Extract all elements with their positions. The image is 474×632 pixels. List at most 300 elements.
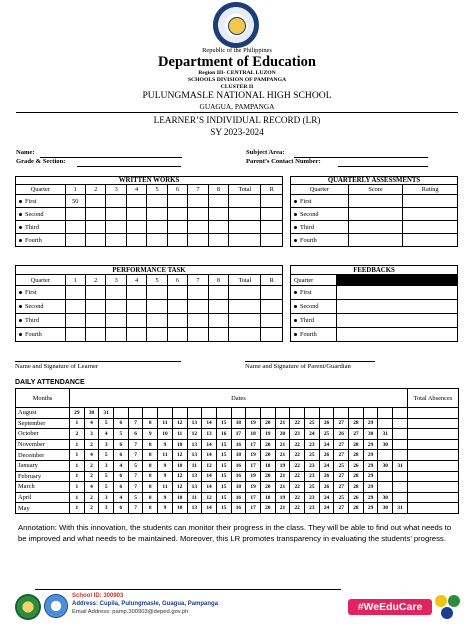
attendance-date-cell[interactable]: 5: [114, 429, 129, 440]
attendance-date-cell[interactable]: 21: [275, 450, 290, 461]
attendance-date-cell[interactable]: 28: [349, 503, 364, 514]
learner-signature-line[interactable]: [15, 361, 181, 362]
pt-cell[interactable]: [229, 314, 261, 328]
attendance-date-cell[interactable]: 29: [363, 418, 378, 429]
attendance-date-cell[interactable]: 11: [158, 482, 173, 493]
attendance-date-cell[interactable]: 15: [216, 482, 231, 493]
attendance-date-cell[interactable]: 13: [187, 450, 202, 461]
attendance-date-cell[interactable]: 26: [319, 471, 334, 482]
attendance-date-cell[interactable]: [172, 408, 187, 419]
attendance-date-cell[interactable]: 5: [99, 450, 114, 461]
attendance-date-cell[interactable]: 10: [172, 460, 187, 471]
attendance-date-cell[interactable]: 4: [84, 482, 99, 493]
attendance-date-cell[interactable]: 20: [260, 450, 275, 461]
attendance-date-cell[interactable]: 30: [378, 439, 393, 450]
pt-cell[interactable]: [208, 286, 228, 300]
attendance-date-cell[interactable]: 1: [70, 503, 85, 514]
ww-cell[interactable]: [229, 208, 261, 221]
attendance-date-cell[interactable]: 26: [319, 450, 334, 461]
ww-cell[interactable]: [106, 234, 126, 247]
attendance-date-cell[interactable]: 30: [378, 492, 393, 503]
attendance-date-cell[interactable]: [378, 482, 393, 493]
attendance-date-cell[interactable]: 26: [349, 460, 364, 471]
pt-cell[interactable]: [65, 300, 85, 314]
fb-cell[interactable]: [336, 300, 457, 314]
attendance-date-cell[interactable]: 6: [114, 503, 129, 514]
ww-cell[interactable]: [167, 234, 187, 247]
attendance-date-cell[interactable]: 28: [349, 418, 364, 429]
attendance-date-cell[interactable]: 29: [70, 408, 85, 419]
attendance-date-cell[interactable]: 29: [363, 503, 378, 514]
attendance-date-cell[interactable]: 17: [246, 492, 261, 503]
attendance-date-cell[interactable]: 7: [128, 503, 143, 514]
ww-cell[interactable]: [106, 208, 126, 221]
attendance-date-cell[interactable]: 27: [334, 482, 349, 493]
ww-cell[interactable]: [208, 221, 228, 234]
qa-cell[interactable]: [403, 234, 458, 247]
ww-cell[interactable]: [208, 234, 228, 247]
attendance-date-cell[interactable]: 29: [363, 460, 378, 471]
attendance-date-cell[interactable]: 26: [319, 482, 334, 493]
attendance-date-cell[interactable]: 20: [260, 503, 275, 514]
attendance-date-cell[interactable]: 18: [231, 482, 246, 493]
attendance-date-cell[interactable]: [158, 408, 173, 419]
attendance-date-cell[interactable]: [378, 471, 393, 482]
attendance-date-cell[interactable]: 13: [187, 503, 202, 514]
attendance-total-cell[interactable]: [407, 471, 458, 482]
attendance-date-cell[interactable]: [319, 408, 334, 419]
qa-cell[interactable]: [348, 221, 403, 234]
attendance-date-cell[interactable]: [305, 408, 320, 419]
attendance-date-cell[interactable]: 9: [158, 503, 173, 514]
ww-cell[interactable]: [261, 208, 283, 221]
attendance-date-cell[interactable]: [393, 439, 408, 450]
attendance-date-cell[interactable]: 13: [187, 482, 202, 493]
ww-cell[interactable]: [85, 195, 105, 208]
ww-cell[interactable]: [188, 221, 208, 234]
pt-cell[interactable]: [188, 286, 208, 300]
attendance-date-cell[interactable]: 25: [305, 418, 320, 429]
parent-signature-line[interactable]: [245, 361, 375, 362]
attendance-date-cell[interactable]: 26: [349, 492, 364, 503]
attendance-date-cell[interactable]: 20: [260, 482, 275, 493]
ww-cell[interactable]: [65, 234, 85, 247]
pt-cell[interactable]: [65, 314, 85, 328]
attendance-date-cell[interactable]: 1: [70, 471, 85, 482]
parent-contact-field[interactable]: [338, 166, 428, 167]
attendance-date-cell[interactable]: 3: [99, 460, 114, 471]
attendance-date-cell[interactable]: 25: [319, 429, 334, 440]
attendance-date-cell[interactable]: [378, 408, 393, 419]
pt-cell[interactable]: [167, 314, 187, 328]
attendance-date-cell[interactable]: 31: [378, 429, 393, 440]
pt-cell[interactable]: [106, 300, 126, 314]
attendance-date-cell[interactable]: 12: [172, 450, 187, 461]
attendance-date-cell[interactable]: 7: [128, 439, 143, 450]
ww-cell[interactable]: [261, 234, 283, 247]
attendance-date-cell[interactable]: 6: [128, 429, 143, 440]
attendance-date-cell[interactable]: 14: [202, 471, 217, 482]
fb-cell[interactable]: [336, 328, 457, 342]
attendance-date-cell[interactable]: 8: [143, 418, 158, 429]
attendance-date-cell[interactable]: 12: [172, 482, 187, 493]
attendance-total-cell[interactable]: [407, 439, 458, 450]
attendance-date-cell[interactable]: 3: [99, 503, 114, 514]
attendance-date-cell[interactable]: 16: [231, 471, 246, 482]
attendance-date-cell[interactable]: 20: [260, 471, 275, 482]
attendance-date-cell[interactable]: 19: [246, 482, 261, 493]
pt-cell[interactable]: [147, 314, 167, 328]
attendance-date-cell[interactable]: 27: [334, 503, 349, 514]
attendance-date-cell[interactable]: 25: [334, 492, 349, 503]
attendance-date-cell[interactable]: [187, 408, 202, 419]
attendance-date-cell[interactable]: 4: [84, 418, 99, 429]
attendance-date-cell[interactable]: [143, 408, 158, 419]
pt-cell[interactable]: [229, 328, 261, 342]
attendance-date-cell[interactable]: 9: [158, 492, 173, 503]
attendance-date-cell[interactable]: 15: [216, 450, 231, 461]
attendance-date-cell[interactable]: 30: [363, 429, 378, 440]
attendance-date-cell[interactable]: 23: [290, 429, 305, 440]
attendance-date-cell[interactable]: 6: [114, 439, 129, 450]
pt-cell[interactable]: [147, 286, 167, 300]
qa-cell[interactable]: [348, 234, 403, 247]
attendance-date-cell[interactable]: [216, 408, 231, 419]
pt-cell[interactable]: [147, 328, 167, 342]
attendance-date-cell[interactable]: 14: [202, 450, 217, 461]
attendance-date-cell[interactable]: 27: [334, 439, 349, 450]
ww-cell[interactable]: [147, 208, 167, 221]
attendance-date-cell[interactable]: 29: [363, 482, 378, 493]
attendance-date-cell[interactable]: 19: [260, 429, 275, 440]
ww-cell[interactable]: [65, 221, 85, 234]
attendance-date-cell[interactable]: 4: [114, 492, 129, 503]
attendance-date-cell[interactable]: 22: [290, 418, 305, 429]
attendance-date-cell[interactable]: 31: [393, 460, 408, 471]
ww-cell[interactable]: [208, 208, 228, 221]
ww-cell[interactable]: [126, 208, 146, 221]
attendance-date-cell[interactable]: 18: [231, 418, 246, 429]
ww-cell[interactable]: [126, 234, 146, 247]
ww-cell[interactable]: [147, 234, 167, 247]
attendance-date-cell[interactable]: 16: [231, 460, 246, 471]
ww-cell[interactable]: [126, 221, 146, 234]
attendance-date-cell[interactable]: [231, 408, 246, 419]
attendance-date-cell[interactable]: 27: [334, 418, 349, 429]
ww-cell[interactable]: [261, 195, 283, 208]
pt-cell[interactable]: [167, 300, 187, 314]
ww-cell[interactable]: [106, 195, 126, 208]
pt-cell[interactable]: [188, 300, 208, 314]
attendance-date-cell[interactable]: [393, 492, 408, 503]
attendance-date-cell[interactable]: 15: [216, 460, 231, 471]
pt-cell[interactable]: [208, 314, 228, 328]
attendance-date-cell[interactable]: 9: [158, 460, 173, 471]
attendance-date-cell[interactable]: 12: [202, 492, 217, 503]
attendance-total-cell[interactable]: [407, 429, 458, 440]
pt-cell[interactable]: [85, 314, 105, 328]
pt-cell[interactable]: [85, 300, 105, 314]
attendance-date-cell[interactable]: 21: [275, 482, 290, 493]
pt-cell[interactable]: [126, 314, 146, 328]
attendance-date-cell[interactable]: 4: [99, 429, 114, 440]
attendance-date-cell[interactable]: 22: [290, 439, 305, 450]
attendance-date-cell[interactable]: [260, 408, 275, 419]
attendance-date-cell[interactable]: 23: [305, 460, 320, 471]
attendance-date-cell[interactable]: 6: [114, 418, 129, 429]
attendance-date-cell[interactable]: 6: [114, 471, 129, 482]
attendance-date-cell[interactable]: 27: [334, 471, 349, 482]
attendance-date-cell[interactable]: 2: [84, 492, 99, 503]
attendance-date-cell[interactable]: 23: [305, 492, 320, 503]
attendance-date-cell[interactable]: 10: [172, 439, 187, 450]
attendance-date-cell[interactable]: 23: [305, 503, 320, 514]
attendance-date-cell[interactable]: 21: [275, 418, 290, 429]
attendance-total-cell[interactable]: [407, 408, 458, 419]
ww-cell[interactable]: [229, 221, 261, 234]
attendance-date-cell[interactable]: 10: [158, 429, 173, 440]
attendance-date-cell[interactable]: 7: [128, 482, 143, 493]
attendance-date-cell[interactable]: 24: [305, 429, 320, 440]
attendance-date-cell[interactable]: 22: [290, 503, 305, 514]
attendance-date-cell[interactable]: 8: [143, 460, 158, 471]
attendance-date-cell[interactable]: [393, 429, 408, 440]
attendance-date-cell[interactable]: 29: [363, 450, 378, 461]
attendance-date-cell[interactable]: 22: [290, 460, 305, 471]
attendance-date-cell[interactable]: 24: [319, 439, 334, 450]
attendance-date-cell[interactable]: 5: [99, 471, 114, 482]
attendance-date-cell[interactable]: 21: [275, 503, 290, 514]
attendance-date-cell[interactable]: 11: [172, 429, 187, 440]
attendance-date-cell[interactable]: 27: [334, 450, 349, 461]
attendance-date-cell[interactable]: 5: [128, 492, 143, 503]
ww-cell[interactable]: [229, 195, 261, 208]
attendance-date-cell[interactable]: 4: [84, 450, 99, 461]
attendance-date-cell[interactable]: [290, 408, 305, 419]
attendance-date-cell[interactable]: [202, 408, 217, 419]
attendance-date-cell[interactable]: 8: [143, 503, 158, 514]
attendance-date-cell[interactable]: 29: [363, 471, 378, 482]
fb-cell[interactable]: [336, 314, 457, 328]
attendance-total-cell[interactable]: [407, 450, 458, 461]
pt-cell[interactable]: [85, 286, 105, 300]
fb-cell[interactable]: [336, 286, 457, 300]
attendance-date-cell[interactable]: 14: [202, 503, 217, 514]
ww-cell[interactable]: [188, 195, 208, 208]
qa-cell[interactable]: [403, 195, 458, 208]
attendance-date-cell[interactable]: 19: [275, 460, 290, 471]
ww-cell[interactable]: [85, 234, 105, 247]
attendance-date-cell[interactable]: 20: [275, 429, 290, 440]
attendance-date-cell[interactable]: 13: [202, 429, 217, 440]
attendance-date-cell[interactable]: 3: [99, 439, 114, 450]
attendance-date-cell[interactable]: 8: [143, 482, 158, 493]
attendance-date-cell[interactable]: 24: [319, 492, 334, 503]
pt-cell[interactable]: [229, 300, 261, 314]
attendance-date-cell[interactable]: 16: [231, 492, 246, 503]
attendance-total-cell[interactable]: [407, 503, 458, 514]
pt-cell[interactable]: [65, 286, 85, 300]
attendance-date-cell[interactable]: 9: [158, 439, 173, 450]
attendance-date-cell[interactable]: 15: [216, 439, 231, 450]
attendance-date-cell[interactable]: 23: [305, 471, 320, 482]
attendance-date-cell[interactable]: 12: [172, 471, 187, 482]
attendance-date-cell[interactable]: 28: [349, 482, 364, 493]
attendance-date-cell[interactable]: 22: [290, 471, 305, 482]
attendance-date-cell[interactable]: 29: [363, 492, 378, 503]
attendance-date-cell[interactable]: [334, 408, 349, 419]
attendance-date-cell[interactable]: [378, 450, 393, 461]
ww-cell[interactable]: [229, 234, 261, 247]
attendance-date-cell[interactable]: 11: [158, 450, 173, 461]
attendance-date-cell[interactable]: 19: [246, 450, 261, 461]
attendance-date-cell[interactable]: 17: [231, 429, 246, 440]
attendance-date-cell[interactable]: 18: [260, 460, 275, 471]
attendance-date-cell[interactable]: 25: [334, 460, 349, 471]
ww-cell[interactable]: [167, 208, 187, 221]
attendance-date-cell[interactable]: 1: [70, 482, 85, 493]
attendance-date-cell[interactable]: 4: [114, 460, 129, 471]
attendance-date-cell[interactable]: 7: [128, 450, 143, 461]
attendance-date-cell[interactable]: 17: [246, 460, 261, 471]
attendance-date-cell[interactable]: 18: [231, 450, 246, 461]
attendance-date-cell[interactable]: 5: [99, 418, 114, 429]
attendance-date-cell[interactable]: 30: [378, 503, 393, 514]
attendance-date-cell[interactable]: [393, 471, 408, 482]
pt-cell[interactable]: [65, 328, 85, 342]
attendance-date-cell[interactable]: 31: [99, 408, 114, 419]
attendance-date-cell[interactable]: [393, 482, 408, 493]
attendance-date-cell[interactable]: 26: [319, 418, 334, 429]
attendance-date-cell[interactable]: 8: [143, 471, 158, 482]
attendance-date-cell[interactable]: 5: [99, 482, 114, 493]
ww-cell[interactable]: [261, 221, 283, 234]
pt-cell[interactable]: [261, 286, 283, 300]
attendance-date-cell[interactable]: [393, 408, 408, 419]
pt-cell[interactable]: [106, 328, 126, 342]
attendance-date-cell[interactable]: 10: [172, 503, 187, 514]
attendance-date-cell[interactable]: [128, 408, 143, 419]
attendance-date-cell[interactable]: 28: [349, 439, 364, 450]
attendance-date-cell[interactable]: 18: [260, 492, 275, 503]
ww-cell[interactable]: 50: [65, 195, 85, 208]
ww-cell[interactable]: [147, 221, 167, 234]
attendance-date-cell[interactable]: 22: [290, 450, 305, 461]
attendance-date-cell[interactable]: 26: [334, 429, 349, 440]
pt-cell[interactable]: [106, 286, 126, 300]
attendance-date-cell[interactable]: 2: [84, 503, 99, 514]
attendance-date-cell[interactable]: [114, 408, 129, 419]
ww-cell[interactable]: [85, 221, 105, 234]
attendance-date-cell[interactable]: 6: [114, 482, 129, 493]
attendance-date-cell[interactable]: [363, 408, 378, 419]
attendance-date-cell[interactable]: 28: [349, 450, 364, 461]
attendance-date-cell[interactable]: 12: [202, 460, 217, 471]
attendance-date-cell[interactable]: 2: [70, 429, 85, 440]
attendance-date-cell[interactable]: 1: [70, 418, 85, 429]
attendance-date-cell[interactable]: 2: [84, 460, 99, 471]
attendance-date-cell[interactable]: 1: [70, 450, 85, 461]
attendance-date-cell[interactable]: 29: [363, 439, 378, 450]
pt-cell[interactable]: [147, 300, 167, 314]
attendance-total-cell[interactable]: [407, 492, 458, 503]
attendance-date-cell[interactable]: 20: [260, 439, 275, 450]
attendance-date-cell[interactable]: 25: [305, 450, 320, 461]
attendance-date-cell[interactable]: 24: [319, 460, 334, 471]
attendance-date-cell[interactable]: 11: [187, 460, 202, 471]
attendance-date-cell[interactable]: 3: [84, 429, 99, 440]
pt-cell[interactable]: [208, 328, 228, 342]
attendance-date-cell[interactable]: 14: [202, 482, 217, 493]
pt-cell[interactable]: [126, 286, 146, 300]
attendance-date-cell[interactable]: 19: [246, 418, 261, 429]
pt-cell[interactable]: [261, 328, 283, 342]
qa-cell[interactable]: [403, 221, 458, 234]
attendance-date-cell[interactable]: 8: [143, 492, 158, 503]
attendance-date-cell[interactable]: [275, 408, 290, 419]
qa-cell[interactable]: [348, 208, 403, 221]
pt-cell[interactable]: [85, 328, 105, 342]
attendance-date-cell[interactable]: 1: [70, 460, 85, 471]
attendance-date-cell[interactable]: 11: [158, 418, 173, 429]
pt-cell[interactable]: [188, 328, 208, 342]
attendance-date-cell[interactable]: 31: [393, 503, 408, 514]
attendance-date-cell[interactable]: [393, 450, 408, 461]
pt-cell[interactable]: [261, 300, 283, 314]
qa-cell[interactable]: [403, 208, 458, 221]
attendance-date-cell[interactable]: 20: [260, 418, 275, 429]
ww-cell[interactable]: [167, 221, 187, 234]
qa-cell[interactable]: [348, 195, 403, 208]
attendance-date-cell[interactable]: 19: [275, 492, 290, 503]
attendance-date-cell[interactable]: 22: [290, 492, 305, 503]
ww-cell[interactable]: [85, 208, 105, 221]
attendance-date-cell[interactable]: 28: [349, 471, 364, 482]
ww-cell[interactable]: [106, 221, 126, 234]
attendance-date-cell[interactable]: 7: [128, 471, 143, 482]
attendance-date-cell[interactable]: 15: [216, 418, 231, 429]
attendance-date-cell[interactable]: 19: [246, 471, 261, 482]
attendance-date-cell[interactable]: 14: [202, 439, 217, 450]
attendance-date-cell[interactable]: 18: [246, 429, 261, 440]
attendance-date-cell[interactable]: 12: [187, 429, 202, 440]
attendance-date-cell[interactable]: [246, 408, 261, 419]
attendance-date-cell[interactable]: 1: [70, 439, 85, 450]
ww-cell[interactable]: [208, 195, 228, 208]
ww-cell[interactable]: [65, 208, 85, 221]
attendance-date-cell[interactable]: 15: [216, 471, 231, 482]
ww-cell[interactable]: [167, 195, 187, 208]
attendance-date-cell[interactable]: 25: [305, 482, 320, 493]
attendance-date-cell[interactable]: 30: [378, 460, 393, 471]
attendance-date-cell[interactable]: 2: [84, 439, 99, 450]
ww-cell[interactable]: [147, 195, 167, 208]
attendance-date-cell[interactable]: 11: [187, 492, 202, 503]
attendance-date-cell[interactable]: 22: [290, 482, 305, 493]
attendance-date-cell[interactable]: 12: [172, 418, 187, 429]
attendance-date-cell[interactable]: 13: [187, 471, 202, 482]
attendance-total-cell[interactable]: [407, 418, 458, 429]
grade-section-field[interactable]: [77, 166, 181, 167]
pt-cell[interactable]: [126, 300, 146, 314]
attendance-total-cell[interactable]: [407, 482, 458, 493]
attendance-date-cell[interactable]: 23: [305, 439, 320, 450]
attendance-date-cell[interactable]: 7: [128, 418, 143, 429]
pt-cell[interactable]: [167, 286, 187, 300]
attendance-date-cell[interactable]: 15: [216, 492, 231, 503]
pt-cell[interactable]: [126, 328, 146, 342]
attendance-date-cell[interactable]: 17: [246, 503, 261, 514]
